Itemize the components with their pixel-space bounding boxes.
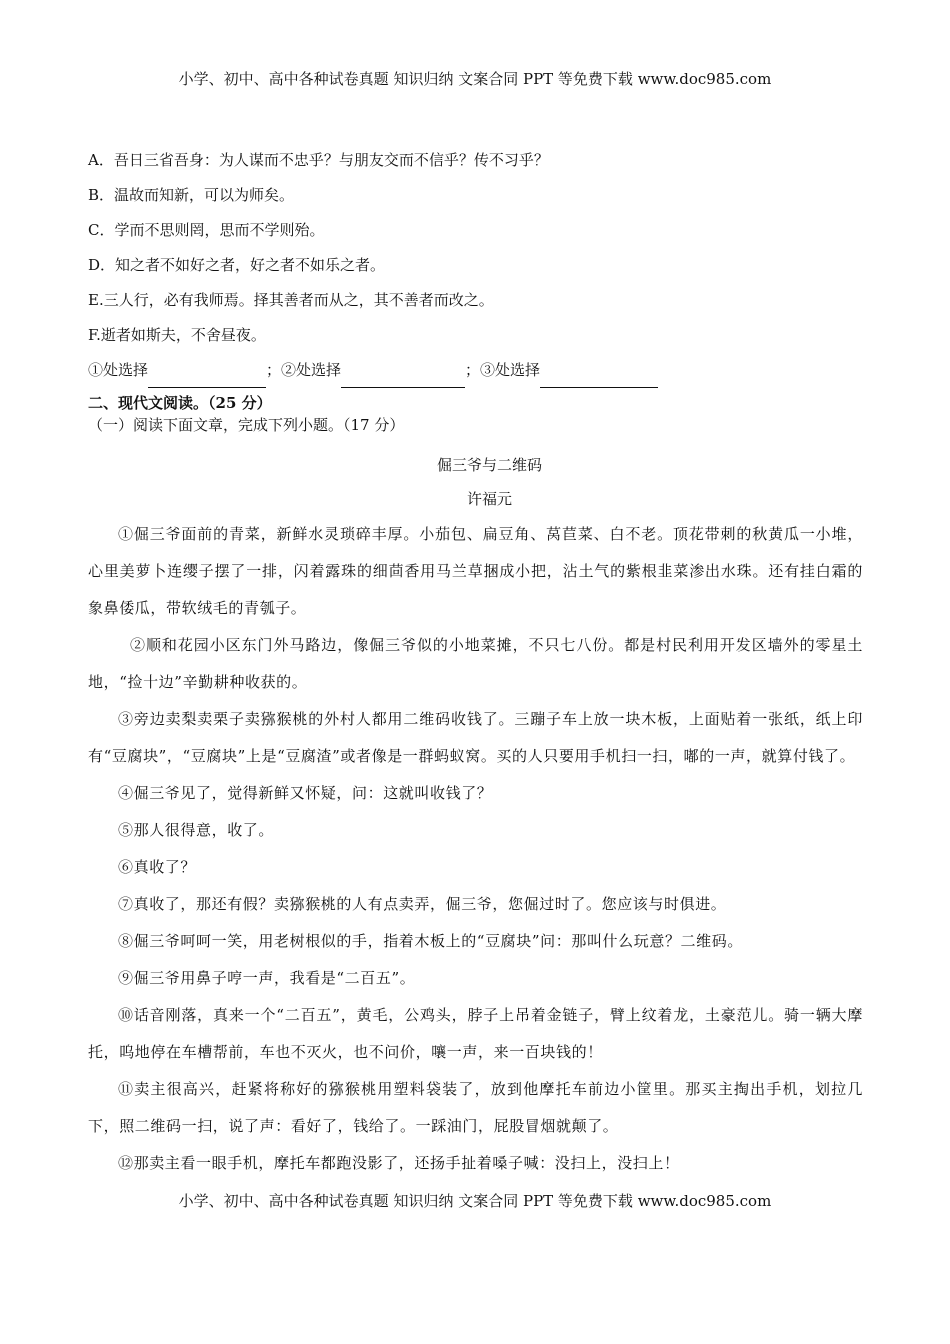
option-e: E.三人行，必有我师焉。择其善者而从之，其不善者而改之。: [88, 291, 494, 309]
header-banner: 小学、初中、高中各种试卷真题 知识归纳 文案合同 PPT 等免费下载 www.doc985.com: [178, 70, 772, 88]
option-c: C．学而不思则罔，思而不学则殆。: [88, 221, 325, 239]
article-author: 许福元: [466, 490, 512, 508]
paragraph-9: ⑨倔三爷用鼻子哼一声，我看是“二百五”。: [118, 969, 416, 987]
option-f: F.逝者如斯夫，不舍昼夜。: [88, 326, 266, 344]
answer-prompt-3: ；③处选择: [465, 361, 541, 379]
article-title: 倔三爷与二维码: [436, 456, 542, 474]
option-a: A．吾日三省吾身：为人谋而不忠乎？与朋友交而不信乎？传不习乎？: [88, 151, 549, 169]
paragraph-2: ②顺和花园小区东门外马路边，像倔三爷似的小地菜摊，不只七八份。都是村民利用开发区墙外的零星土地，“捡十边”辛勤耕种收获的。: [88, 636, 863, 691]
document-body: [88, 143, 863, 1182]
paragraph-6: ⑥真收了？: [118, 858, 197, 876]
answer-blank-3[interactable]: [540, 369, 658, 388]
answer-line: [88, 353, 863, 388]
paragraph-7: ⑦真收了，那还有假？卖猕猴桃的人有点卖弄，倔三爷，您倔过时了。您应该与时俱进。: [118, 895, 727, 913]
section-subtitle: （一）阅读下面文章，完成下列小题。（17 分）: [88, 416, 405, 434]
answer-prompt-2: ；②处选择: [266, 361, 342, 379]
paragraph-12: ⑫那卖主看一眼手机，摩托车都跑没影了，还扬手扯着嗓子喊：没扫上，没扫上！: [118, 1154, 680, 1172]
footer-banner: 小学、初中、高中各种试卷真题 知识归纳 文案合同 PPT 等免费下载 www.doc985.com: [178, 1192, 772, 1210]
paragraph-8: ⑧倔三爷呵呵一笑，用老树根似的手，指着木板上的“豆腐块”问：那叫什么玩意？二维码。: [118, 932, 743, 950]
answer-blank-1[interactable]: [148, 369, 266, 388]
paragraph-4: ④倔三爷见了，觉得新鲜又怀疑，问：这就叫收钱了？: [118, 784, 493, 802]
paragraph-1: ①倔三爷面前的青菜，新鲜水灵琐碎丰厚。小茄包、扁豆角、莴苣菜、白不老。顶花带刺的秋黄瓜一小堆，心里美萝卜连缨子摆了一排，闪着露珠的细茴香用马兰草捆成小把，沾土气的紫根韭菜渗出水珠。还有挂白霜的象鼻倭瓜，带软绒毛的青瓠子。: [88, 525, 863, 617]
option-d: D．知之者不如好之者，好之者不如乐之者。: [88, 256, 386, 274]
answer-blank-2[interactable]: [341, 369, 465, 388]
paragraph-3: ③旁边卖梨卖栗子卖猕猴桃的外村人都用二维码收钱了。三蹦子车上放一块木板，上面贴着一张纸，纸上印有“豆腐块”，“豆腐块”上是“豆腐渣”或者像是一群蚂蚁窝。买的人只要用手机扫一扫，嘟的一声，就算付钱了。: [88, 710, 863, 765]
paragraph-10: ⑩话音刚落，真来一个“二百五”，黄毛，公鸡头，脖子上吊着金链子，臂上纹着龙，土豪范儿。骑一辆大摩托，呜地停在车槽帮前，车也不灭火，也不问价，嚷一声，来一百块钱的！: [88, 1006, 863, 1061]
paragraph-5: ⑤那人很得意，收了。: [118, 821, 275, 839]
paragraph-11: ⑪卖主很高兴，赶紧将称好的猕猴桃用塑料袋装了，放到他摩托车前边小筐里。那买主掏出手机，划拉几下，照二维码一扫，说了声：看好了，钱给了。一踩油门，屁股冒烟就颠了。: [88, 1080, 863, 1135]
answer-prompt-1: ①处选择: [88, 361, 149, 379]
option-b: B．温故而知新，可以为师矣。: [88, 186, 295, 204]
section-title: 二、现代文阅读。（25 分）: [88, 394, 272, 412]
